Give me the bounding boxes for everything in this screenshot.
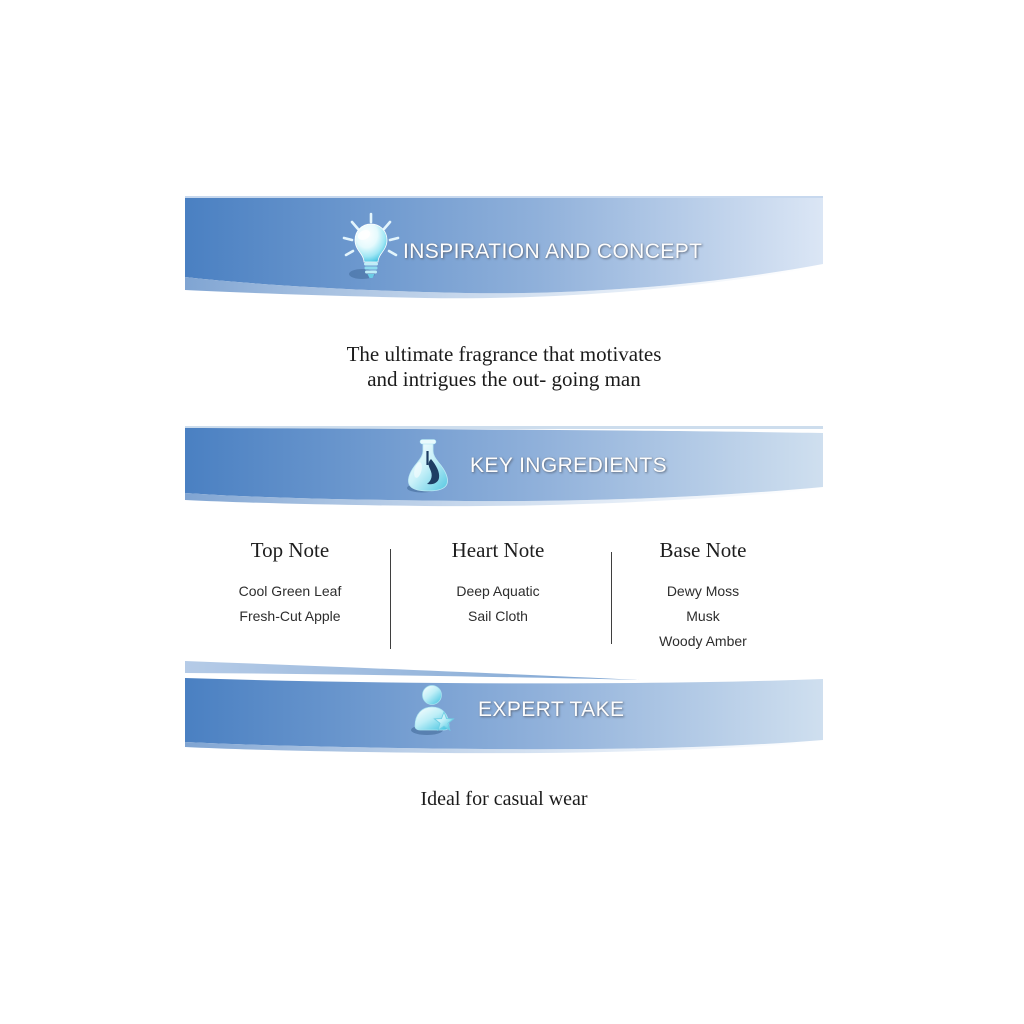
column-divider [390, 549, 391, 649]
heart-note-column [403, 538, 593, 629]
note-item: Woody Amber [659, 633, 747, 649]
base-note-column [608, 538, 798, 654]
flask-icon [402, 438, 454, 499]
inspiration-description-line2: and intrigues the out- going man [367, 367, 641, 391]
note-item: Deep Aquatic [456, 583, 540, 599]
base-note-header: Base Note [659, 538, 747, 562]
top-note-column [195, 538, 385, 629]
inspiration-description-line1: The ultimate fragrance that motivates [346, 342, 662, 366]
note-item: Sail Cloth [468, 608, 528, 624]
note-item: Dewy Moss [666, 583, 740, 599]
banner-expert-take-title: EXPERT TAKE [478, 698, 625, 721]
banner-key-ingredients-title: KEY INGREDIENTS [470, 454, 667, 477]
note-item: Fresh-Cut Apple [239, 608, 341, 624]
top-note-header: Top Note [250, 538, 330, 562]
banner-key-ingredients [185, 426, 823, 508]
lightbulb-icon [338, 210, 404, 289]
note-item: Cool Green Leaf [238, 583, 342, 599]
banner-inspiration [185, 196, 823, 300]
heart-note-header: Heart Note [451, 538, 545, 562]
inspiration-description [185, 342, 823, 392]
note-item: Musk [686, 608, 720, 624]
expert-take-description: Ideal for casual wear [420, 788, 588, 810]
banner-expert-take [185, 658, 823, 755]
banner-inspiration-title: INSPIRATION AND CONCEPT [403, 240, 703, 263]
person-star-icon [406, 682, 458, 741]
